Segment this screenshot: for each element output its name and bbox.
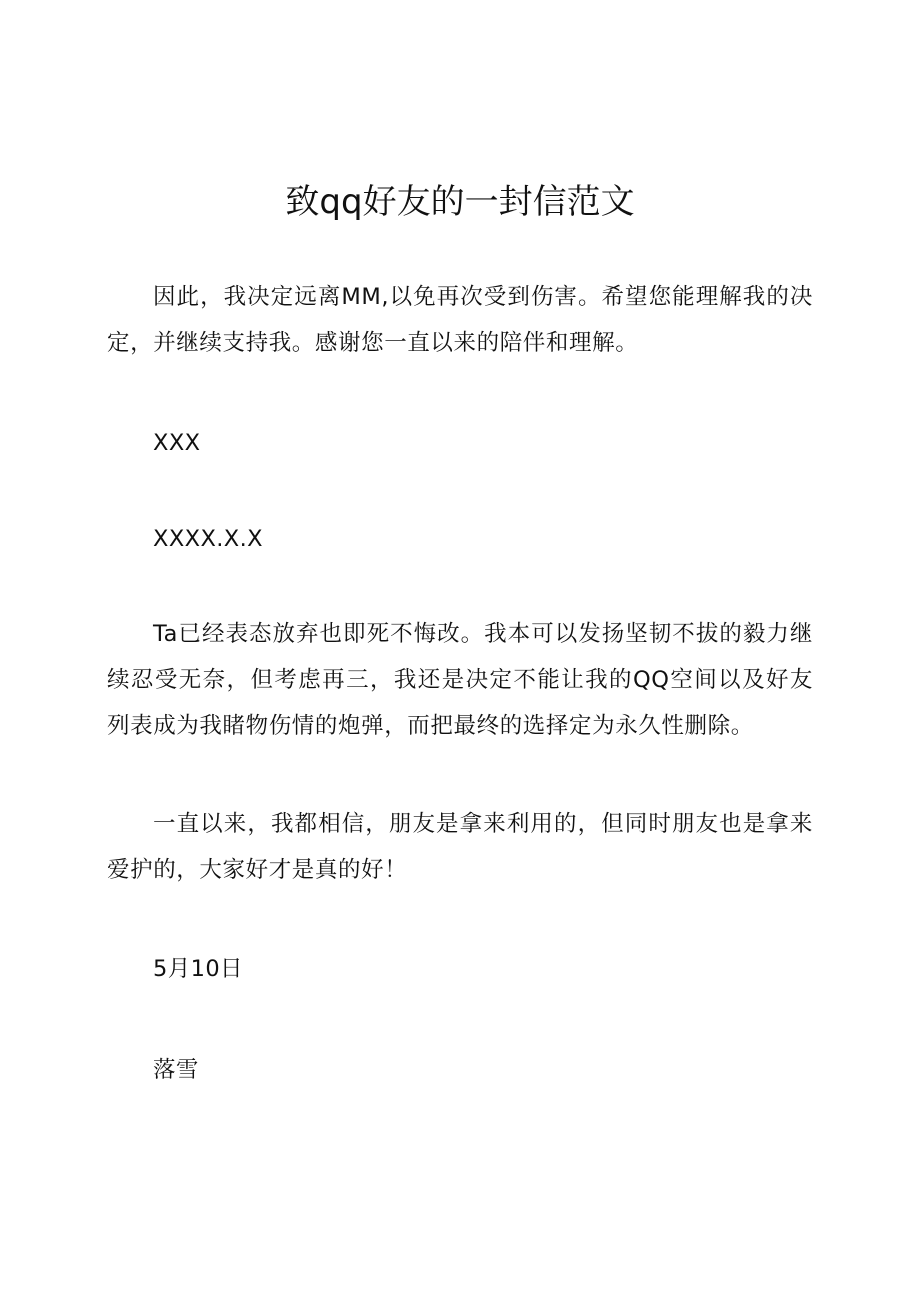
- closing-name: 落雪: [153, 1057, 199, 1083]
- document-title: 致qq好友的一封信范文: [285, 182, 635, 222]
- closing-date: 5月10日: [153, 956, 243, 982]
- signature-name: XXX: [153, 430, 201, 456]
- signature-date: XXXX.X.X: [153, 526, 263, 552]
- paragraph-deletion: Ta已经表态放弃也即死不悔改。我本可以发扬坚韧不拔的毅力继续忍受无奈，但考虑再三，我还是决定不能让我的QQ空间以及好友列表成为我睹物伤情的炮弹，而把最终的选择定为永久性删除。: [107, 621, 813, 739]
- paragraph-decision: 因此，我决定远离MM,以免再次受到伤害。希望您能理解我的决定，并继续支持我。感谢您一直以来的陪伴和理解。: [107, 284, 813, 356]
- paragraph-friendship: 一直以来，我都相信，朋友是拿来利用的，但同时朋友也是拿来爱护的，大家好才是真的好！: [107, 811, 813, 883]
